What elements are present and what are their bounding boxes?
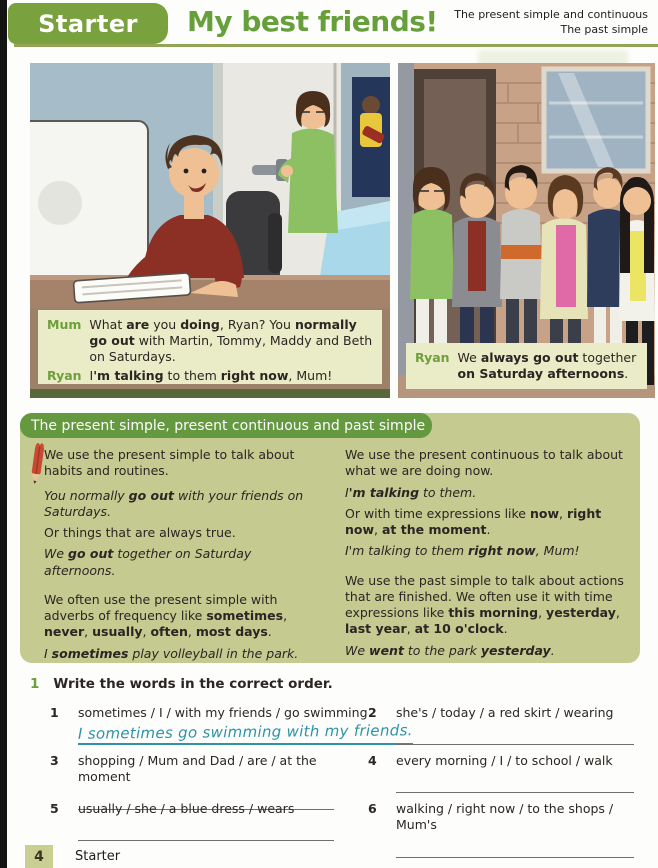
grammar-example: We go out together on Saturday afternoons. (44, 546, 252, 578)
exercise-item-6 (348, 801, 648, 849)
exercise-item-1 (30, 705, 413, 753)
grammar-topics (454, 8, 648, 38)
answer-line (396, 729, 634, 745)
grammar-rule: We often use the present simple with adverbs of frequency like sometimes, never, usually, often, most days. (44, 591, 288, 640)
dialogue-text: I'm talking to them right now, Mum! (89, 368, 333, 383)
exercise-item-4 (348, 753, 648, 801)
item-number: 2 (368, 705, 377, 720)
item-prompt: walking / right now / to the shops / Mum's (396, 801, 614, 833)
grammar-rule: Or things that are always true. (44, 525, 236, 540)
item-number: 1 (50, 705, 59, 720)
grammar-columns (44, 447, 626, 661)
answer-line (396, 777, 634, 793)
exercise-1 (30, 676, 648, 849)
item-number: 6 (368, 801, 377, 816)
item-prompt: usually / she / a blue dress / wears (78, 801, 295, 816)
exercise-item-3 (30, 753, 348, 801)
grammar-column-right (345, 447, 626, 658)
grammar-rule: We use the present simple to talk about habits and routines. (44, 447, 295, 479)
answer-line (396, 842, 634, 858)
grammar-rule: We use the present continuous to talk about what we are doing now. (345, 447, 623, 479)
handwritten-answer: I sometimes go swimming with my friends. (77, 721, 413, 744)
grammar-example: We went to the park yesterday. (345, 642, 555, 658)
scan-edge-strip (0, 0, 7, 868)
exercise-heading (30, 676, 648, 692)
footer-unit-label: Starter (75, 849, 121, 864)
answer-line (78, 825, 334, 841)
speaker-name: Ryan (415, 350, 450, 365)
topic-line-2: The past simple (560, 22, 648, 36)
page-header (7, 0, 658, 46)
speaker-name: Mum (47, 317, 82, 332)
dialogue-text: We always go out together on Saturday afternoons. (457, 350, 637, 381)
grammar-box (20, 413, 640, 663)
dialogue-box-right (406, 343, 647, 389)
page-title: My best friends! (187, 5, 438, 38)
dialogue-line (415, 350, 638, 382)
grammar-example: You normally go out with your friends on Saturdays. (44, 487, 304, 519)
illustration-boy-at-computer (30, 63, 390, 308)
speaker-name: Ryan (47, 368, 82, 383)
page-footer (25, 845, 120, 868)
grammar-example: I sometimes play volleyball in the park. (44, 645, 299, 661)
unit-badge (8, 3, 168, 44)
item-number: 3 (50, 753, 59, 768)
item-prompt: every morning / I / to school / walk (396, 753, 613, 768)
grammar-rule: We use the past simple to talk about actions that are finished. We often use it with time expressions like this morning, yesterday, last year, at 10 o'clock. (345, 572, 624, 637)
item-prompt: sometimes / I / with my friends / go swimming (78, 705, 368, 720)
grammar-box-heading: The present simple, present continuous and past simple (20, 413, 432, 438)
grammar-rule: Or with time expressions like now, right now, at the moment. (345, 505, 602, 537)
panel-bottom-strip (30, 389, 390, 398)
exercise-items-grid (30, 705, 648, 849)
exercise-item-5 (30, 801, 348, 849)
dialogue-line (47, 368, 373, 384)
item-number: 4 (368, 753, 377, 768)
dialogue-text: What are you doing, Ryan? You normally go out with Martin, Tommy, Maddy and Beth on Saturdays. (89, 317, 373, 364)
grammar-example: I'm talking to them right now, Mum! (345, 543, 580, 559)
exercise-instruction: Write the words in the correct order. (53, 676, 333, 692)
unit-label: Starter (38, 9, 138, 38)
page-number-badge: 4 (25, 845, 53, 868)
topic-line-1: The present simple and continuous (454, 8, 648, 21)
item-number: 5 (50, 801, 59, 816)
dialogue-line (47, 317, 373, 365)
illustration-right-panel (398, 63, 655, 398)
illustration-left-panel (30, 63, 390, 398)
grammar-column-left (44, 447, 325, 661)
header-divider (14, 44, 658, 47)
dialogue-box-left (38, 310, 382, 384)
item-prompt: she's / today / a red skirt / wearing (396, 705, 614, 720)
exercise-number: 1 (30, 676, 40, 692)
grammar-example: I'm talking to them. (345, 484, 477, 500)
item-prompt: shopping / Mum and Dad / are / at the moment (78, 753, 317, 785)
